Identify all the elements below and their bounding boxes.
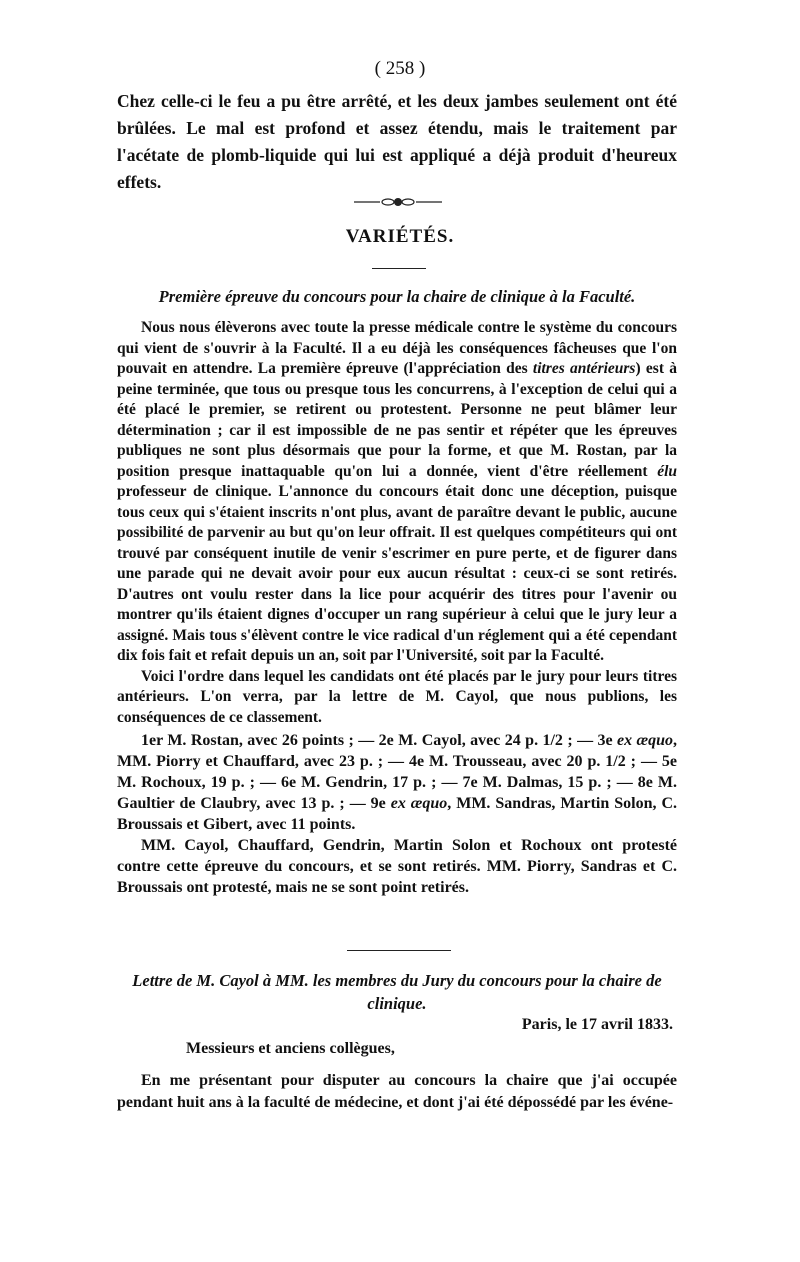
section-rule <box>347 950 451 951</box>
opening-paragraph: Chez celle-ci le feu a pu être arrêté, et les deux jambes seulement ont été brûlées. Le mal est profond et assez étendu, mais le traitement par l'acétate de plomb-liquide qui lui est appliqué a déjà produit d'heureux effets. <box>117 91 677 192</box>
ranking-list: 1er M. Rostan, avec 26 points ; — 2e M. Cayol, avec 24 p. 1/2 ; — 3e ex æquo, MM. Piorry et Chauffard, avec 23 p. ; — 4e M. Trousseau, avec 20 p. 1/2 ; — 5e M. Rochoux, 19 p. ; — 6e M. Gendrin, 17 p. ; — 7e M. Dalmas, 15 p. ; — 8e M. Gaultier de Claubry, avec 13 p. ; — 9e ex æquo, MM. Sandras, Martin Solon, C. Broussais et Gibert, avec 11 points. <box>117 732 678 833</box>
ornament-divider-icon <box>352 195 444 209</box>
section-title: VARIÉTÉS. <box>345 226 455 247</box>
title-rule <box>372 268 426 269</box>
letter-salutation: Messieurs et anciens collègues, <box>186 1040 395 1057</box>
letter-title: Lettre de M. Cayol à MM. les membres du Jury du concours pour la chaire de clinique. <box>132 971 662 1013</box>
article-body <box>117 318 677 898</box>
article-paragraph: Voici l'ordre dans lequel les candidats ont été placés par le jury pour leurs titres antérieurs. L'on verra, par la lettre de M. Cayol, que nous publions, les conséquences de ce classement. <box>117 667 677 726</box>
letter-body <box>117 1070 677 1114</box>
letter-paragraph: En me présentant pour disputer au concours la chaire que j'ai occupée pendant huit ans à la faculté de médecine, et dont j'ai été dépossédé par les événe- <box>117 1072 677 1111</box>
letter-dateline: Paris, le 17 avril 1833. <box>521 1016 673 1033</box>
page-number: ( 258 ) <box>374 58 426 79</box>
article-paragraph: MM. Cayol, Chauffard, Gendrin, Martin Solon et Rochoux ont protesté contre cette épreuve du concours, et se sont retirés. MM. Piorry, Sandras et C. Broussais ont protesté, mais ne se sont point retirés. <box>117 837 677 896</box>
article-subtitle: Première épreuve du concours pour la chaire de clinique à la Faculté. <box>158 287 636 306</box>
article-paragraph: Nous nous élèverons avec toute la presse médicale contre le système du concours qui vient de s'ouvrir à la Faculté. Il a eu déjà les conséquences fâcheuses que l'on pouvait en attendre. La première épreuve (l'appréciation des titres antérieurs) est à peine terminée, que tous ou presque tous les concurrens, à l'exception de celui qui a été placé le premier, se retirent ou protestent. Personne ne peut blâmer leur détermination ; car il est impossible de ne pas sentir et répéter que les épreuves publiques ne sont plus désormais que pour la forme, et que M. Rostan, par la position presque inattaquable qu'on lui a donnée, vient d'être réellement élu professeur de clinique. L'annonce du concours était donc une déception, puisque tous ceux qui s'étaient inscrits n'ont plus, avant de paraître devant le public, aucune possibilité de parvenir au but qu'on leur offrait. Il est quelques compétiteurs qui ont trouvé par conséquent inutile de venir s'escrimer en pure perte, et de figurer dans une parade qui ne devait avoir pour eux aucun résultat : ceux-ci se sont retirés. D'autres ont voulu rester dans la lice pour acquérir des titres pour l'avenir ou montrer qu'ils étaient dignes d'occuper un rang supérieur à celui que le jury leur a assigné. Mais tous s'élèvent contre le vice radical d'un réglement qui a été cependant dix fois fait et refait depuis un an, soit par l'Université, soit par la Faculté. <box>117 319 677 664</box>
